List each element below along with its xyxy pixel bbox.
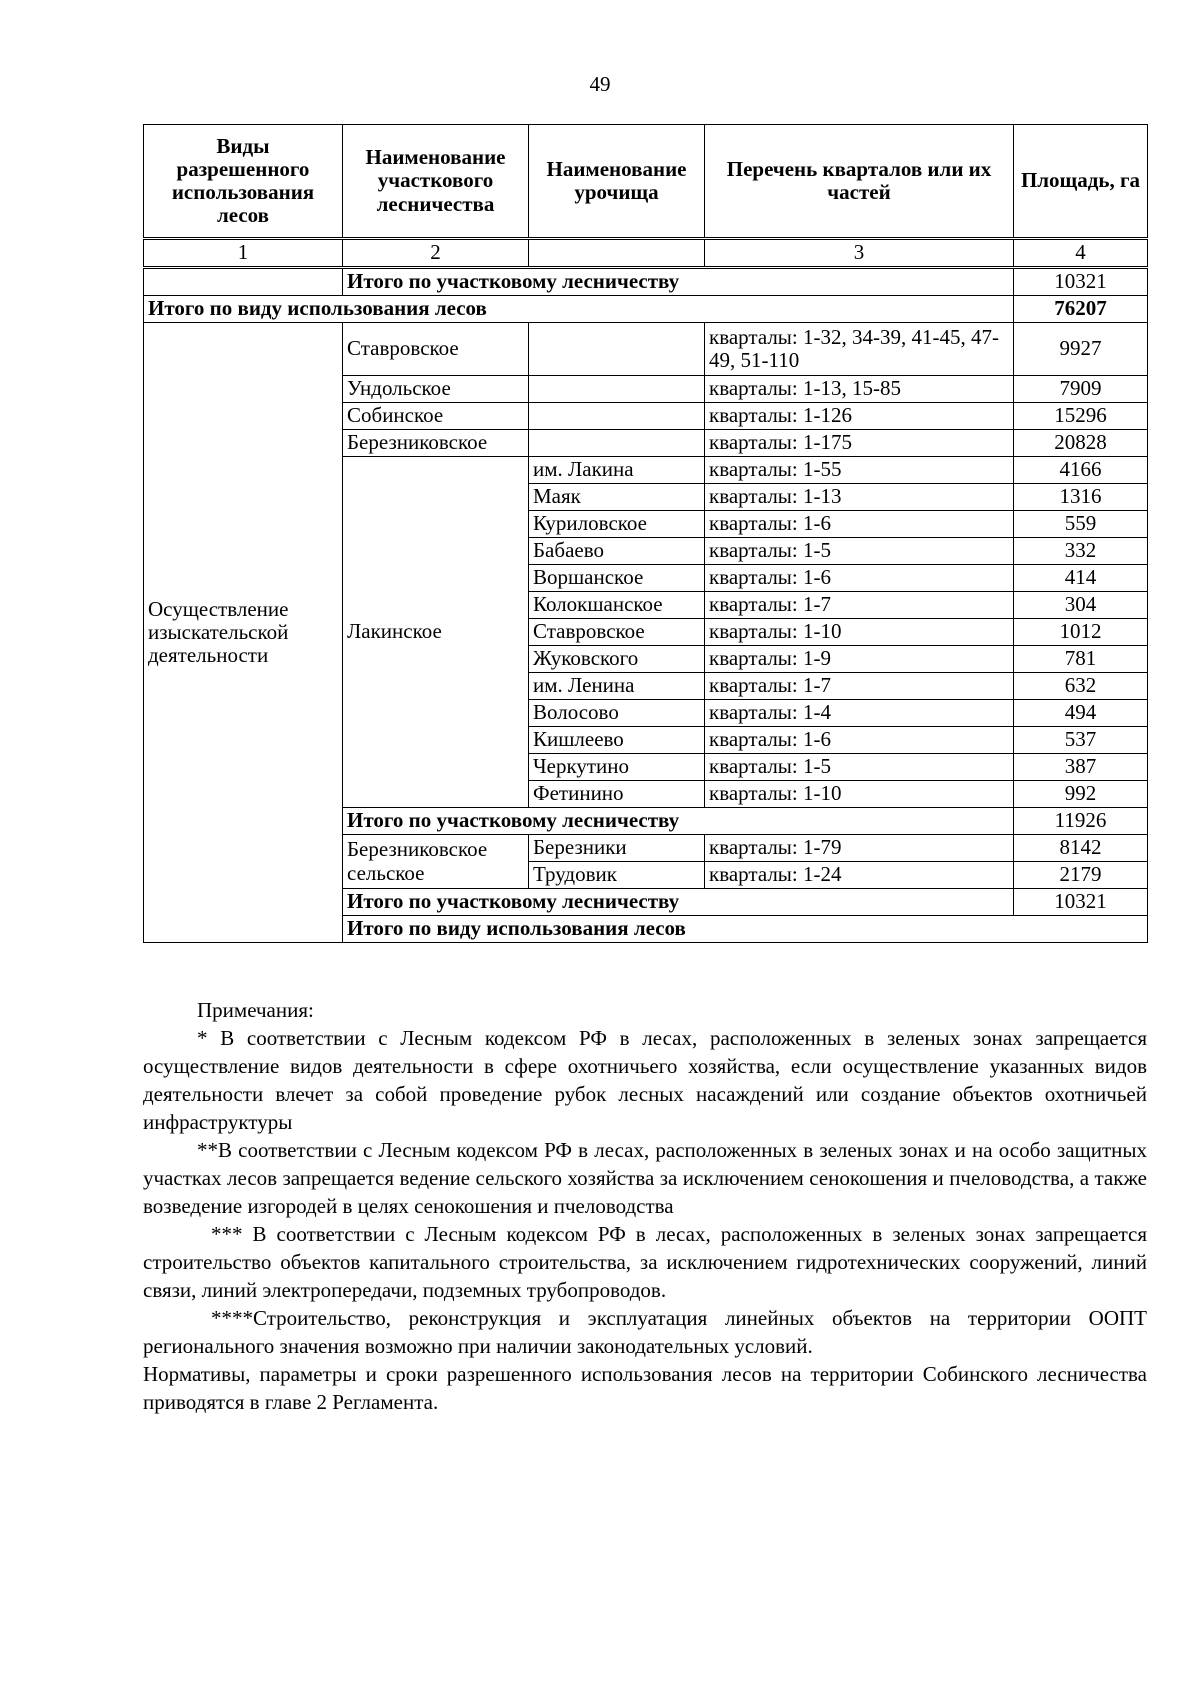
area-cell: 20828 — [1014, 430, 1148, 457]
header-quarters: Перечень кварталов или их частей — [705, 125, 1014, 239]
column-number: 1 — [144, 239, 343, 268]
tract-cell: им. Лакина — [529, 457, 705, 484]
area-cell: 9927 — [1014, 323, 1148, 376]
tract-cell: Маяк — [529, 484, 705, 511]
subtotal-label: Итого по участковому лесничеству — [343, 268, 1014, 296]
quarters-cell: кварталы: 1-7 — [705, 673, 1014, 700]
forestry-cell: Ставровское — [343, 323, 529, 376]
total-label: Итого по виду использования лесов — [343, 916, 1148, 943]
subtotal-row — [144, 268, 1148, 296]
area-cell: 2179 — [1014, 862, 1148, 889]
tract-cell: Ставровское — [529, 619, 705, 646]
total-label: Итого по виду использования лесов — [144, 296, 1014, 323]
quarters-cell: кварталы: 1-5 — [705, 538, 1014, 565]
tract-cell: Бабаево — [529, 538, 705, 565]
tract-cell: им. Ленина — [529, 673, 705, 700]
area-cell: 632 — [1014, 673, 1148, 700]
column-number-row — [144, 239, 1148, 268]
quarters-cell: кварталы: 1-9 — [705, 646, 1014, 673]
quarters-cell: кварталы: 1-7 — [705, 592, 1014, 619]
tract-cell: Трудовик — [529, 862, 705, 889]
quarters-cell: кварталы: 1-6 — [705, 727, 1014, 754]
tract-cell — [529, 323, 705, 376]
area-cell: 7909 — [1014, 376, 1148, 403]
quarters-cell: кварталы: 1-5 — [705, 754, 1014, 781]
subtotal-label: Итого по участковому лесничеству — [343, 889, 1014, 916]
tract-cell: Фетинино — [529, 781, 705, 808]
subtotal-label: Итого по участковому лесничеству — [343, 808, 1014, 835]
area-cell: 781 — [1014, 646, 1148, 673]
area-cell: 559 — [1014, 511, 1148, 538]
column-number: 4 — [1014, 239, 1148, 268]
tract-cell: Колокшанское — [529, 592, 705, 619]
note-4: ****Строительство, реконструкция и эксплуатация линейных объектов на территории ООПТ регионального значения возможно при наличии законодательных условий. — [143, 1306, 1147, 1358]
column-number — [529, 239, 705, 268]
quarters-cell: кварталы: 1-24 — [705, 862, 1014, 889]
notes-section — [143, 996, 1147, 1416]
quarters-cell: кварталы: 1-55 — [705, 457, 1014, 484]
tract-cell: Куриловское — [529, 511, 705, 538]
area-cell: 304 — [1014, 592, 1148, 619]
forestry-cell: Березниковское — [343, 430, 529, 457]
empty-cell — [144, 268, 343, 296]
tract-cell: Черкутино — [529, 754, 705, 781]
tract-cell — [529, 430, 705, 457]
forestry-cell: Березниковское сельское — [343, 835, 529, 889]
header-use-type: Виды разрешенного использования лесов — [144, 125, 343, 239]
use-type-cell: Осуществление изыскательской деятельности — [144, 323, 343, 943]
area-cell: 1316 — [1014, 484, 1148, 511]
header-tract: Наименование урочища — [529, 125, 705, 239]
forest-use-table — [143, 124, 1148, 943]
note-1: * В соответствии с Лесным кодексом РФ в лесах, расположенных в зеленых зонах запрещается осуществление видов деятельности в сфере охотничьего хозяйства, если осуществление указанных видов деятельности влечет за собой проведение рубок лесных насаждений или создание объектов охотничьей инфраструктуры — [143, 1026, 1147, 1134]
area-cell: 494 — [1014, 700, 1148, 727]
tract-cell: Воршанское — [529, 565, 705, 592]
quarters-cell: кварталы: 1-79 — [705, 835, 1014, 862]
tract-cell: Кишлеево — [529, 727, 705, 754]
forestry-cell: Собинское — [343, 403, 529, 430]
tract-cell — [529, 376, 705, 403]
area-cell: 1012 — [1014, 619, 1148, 646]
subtotal-area: 11926 — [1014, 808, 1148, 835]
total-area: 76207 — [1014, 296, 1148, 323]
quarters-cell: кварталы: 1-10 — [705, 781, 1014, 808]
quarters-cell: кварталы: 1-32, 34-39, 41-45, 47-49, 51-110 — [705, 323, 1014, 376]
tract-cell: Березники — [529, 835, 705, 862]
area-cell: 414 — [1014, 565, 1148, 592]
page-number: 49 — [589, 72, 611, 96]
note-3: *** В соответствии с Лесным кодексом РФ в лесах, расположенных в зеленых зонах запрещается строительство объектов капитального строительства, за исключением гидротехнических сооружений, линий связи, линий электропередачи, подземных трубопроводов. — [143, 1222, 1147, 1302]
header-forestry: Наименование участкового лесничества — [343, 125, 529, 239]
quarters-cell: кварталы: 1-6 — [705, 565, 1014, 592]
area-cell: 332 — [1014, 538, 1148, 565]
tract-cell: Волосово — [529, 700, 705, 727]
regulation-note: Нормативы, параметры и сроки разрешенного использования лесов на территории Собинского лесничества приводятся в главе 2 Регламента. — [143, 1362, 1147, 1414]
area-cell: 4166 — [1014, 457, 1148, 484]
notes-title: Примечания: — [197, 998, 314, 1022]
area-cell: 8142 — [1014, 835, 1148, 862]
quarters-cell: кварталы: 1-4 — [705, 700, 1014, 727]
quarters-cell: кварталы: 1-13 — [705, 484, 1014, 511]
tract-cell: Жуковского — [529, 646, 705, 673]
column-number: 2 — [343, 239, 529, 268]
table-row — [144, 323, 1148, 376]
area-cell: 992 — [1014, 781, 1148, 808]
quarters-cell: кварталы: 1-126 — [705, 403, 1014, 430]
total-row — [144, 296, 1148, 323]
header-area: Площадь, га — [1014, 125, 1148, 239]
column-number: 3 — [705, 239, 1014, 268]
forestry-cell: Ундольское — [343, 376, 529, 403]
quarters-cell: кварталы: 1-13, 15-85 — [705, 376, 1014, 403]
area-cell: 15296 — [1014, 403, 1148, 430]
quarters-cell: кварталы: 1-10 — [705, 619, 1014, 646]
forestry-cell: Лакинское — [343, 457, 529, 808]
area-cell: 537 — [1014, 727, 1148, 754]
quarters-cell: кварталы: 1-175 — [705, 430, 1014, 457]
quarters-cell: кварталы: 1-6 — [705, 511, 1014, 538]
area-cell: 387 — [1014, 754, 1148, 781]
subtotal-area: 10321 — [1014, 889, 1148, 916]
subtotal-area: 10321 — [1014, 268, 1148, 296]
note-2: **В соответствии с Лесным кодексом РФ в лесах, расположенных в зеленых зонах и на особо защитных участках лесов запрещается ведение сельского хозяйства за исключением сенокошения и пчеловодства, а также возведение изгородей в целях сенокошения и пчеловодства — [143, 1138, 1147, 1218]
header-row — [144, 125, 1148, 239]
tract-cell — [529, 403, 705, 430]
